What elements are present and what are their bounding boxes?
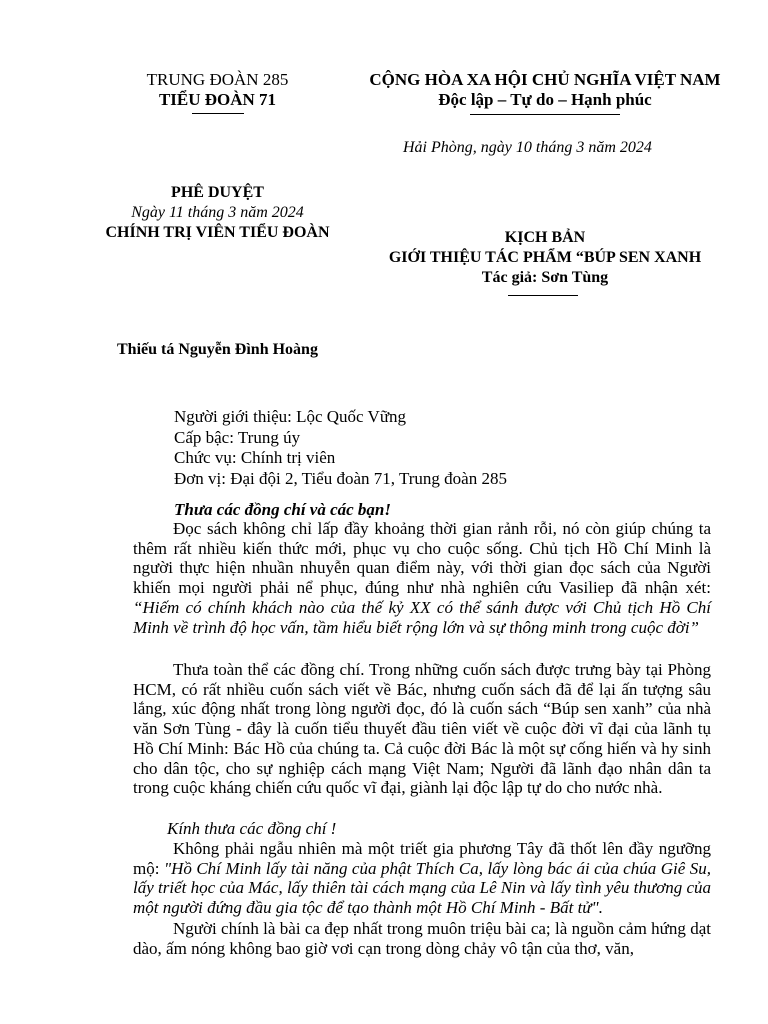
presenter-rank: Cấp bậc: Trung úy <box>174 427 301 447</box>
header-right <box>345 70 745 110</box>
greeting: Thưa các đồng chí và các bạn! <box>174 500 391 519</box>
script-title-block <box>340 228 750 288</box>
approval-signer: Thiếu tá Nguyễn Đình Hoàng <box>117 341 318 358</box>
paragraph-1 <box>133 519 711 637</box>
philosopher-quote: "Hồ Chí Minh lấy tài năng của phật Thích Ca, lấy lòng bác ái của chúa Giê Su, lấy triết học của Mác, lấy thiên tài cách mạng của Lê Nin và lấy tình yêu thương của một người đứng đầu gia tộc để tạo thành một Hồ Chí Minh - Bất tử". <box>133 858 711 918</box>
presenter-role: Chức vụ: Chính trị viên <box>174 448 336 467</box>
greeting-2: Kính thưa các đồng chí ! <box>167 819 337 838</box>
vasiliep-quote: “Hiếm có chính khách nào của thế kỷ XX có thể sánh được với Chủ tịch Hồ Chí Minh về trình độ học vấn, tầm hiểu biết rộng lớn và sự thông minh trong cuộc đời” <box>133 597 711 637</box>
paragraph-1-text: Đọc sách không chỉ lấp đầy khoảng thời gian rảnh rỗi, nó còn giúp chúng ta thêm rất nhiều kiến thức mới, phục vụ cho cuộc sống. Chủ tịch Hồ Chí Minh là người thực hiện nhuần nhuyễn quan điểm này, với thời gian đọc sách của Người khiến mọi người phải nể phục, đúng như nhà nghiên cứu Vasiliep đã nhận xét: <box>133 519 711 598</box>
paragraph-2 <box>133 660 711 798</box>
approval-position: CHÍNH TRỊ VIÊN TIỂU ĐOÀN <box>105 224 330 241</box>
republic-name: CỘNG HÒA XA HỘI CHỦ NGHĨA VIỆT NAM <box>369 70 721 89</box>
approval-block <box>85 183 350 243</box>
header-right-underline <box>470 114 620 115</box>
presenter-unit: Đơn vị: Đại đội 2, Tiểu đoàn 71, Trung đoàn 285 <box>174 468 507 488</box>
header-left <box>100 70 335 110</box>
paragraph-4 <box>133 919 711 958</box>
approval-date: Ngày 11 tháng 3 năm 2024 <box>131 204 304 221</box>
header-left-underline <box>192 113 244 114</box>
script-author: Tác giả: Sơn Tùng <box>481 269 609 286</box>
paragraph-4-text: Người chính là bài ca đẹp nhất trong muôn triệu bài ca; là nguồn cảm hứng dạt dào, ấm nóng không bao giờ vơi cạn trong dòng chảy vô tận của thơ, văn, <box>133 919 711 958</box>
approval-title: PHÊ DUYỆT <box>171 184 264 201</box>
place-date: Hải Phòng, ngày 10 tháng 3 năm 2024 <box>403 139 652 156</box>
paragraph-2-text: Thưa toàn thể các đồng chí. Trong những cuốn sách được trưng bày tại Phòng HCM, có rất nhiều cuốn sách viết về Bác, nhưng cuốn sách đã để lại ấn tượng sâu lắng, xúc động nhất trong lòng người đọc, đó là cuốn sách “Búp sen xanh” của nhà văn Sơn Tùng - đây là cuốn tiểu thuyết đầu tiên viết về cuộc đời vĩ đại của lãnh tụ Hồ Chí Minh: Bác Hồ của chúng ta. Cả cuộc đời Bác là một sự cống hiến và hy sinh cho dân tộc, cho sự nghiệp cách mạng Việt Nam; Người đã lãnh đạo nhân dân ta trong cuộc kháng chiến cứu quốc vĩ đại, giành lại độc lập tự do cho nước nhà. <box>133 660 711 798</box>
presenter-name: Người giới thiệu: Lộc Quốc Vững <box>174 407 407 426</box>
script-title: KỊCH BẢN <box>504 229 586 246</box>
battalion-name: TIỂU ĐOÀN 71 <box>158 90 277 109</box>
paragraph-3 <box>133 839 711 918</box>
script-subtitle: GIỚI THIỆU TÁC PHẨM “BÚP SEN XANH <box>388 249 702 266</box>
paragraph-3-text: Không phải ngẫu nhiên mà một triết gia phương Tây đã thốt lên đầy ngưỡng mộ: <box>133 839 711 878</box>
author-underline <box>508 295 578 296</box>
national-motto: Độc lập – Tự do – Hạnh phúc <box>438 90 652 109</box>
presenter-info <box>174 407 507 489</box>
regiment-name: TRUNG ĐOÀN 285 <box>146 70 289 89</box>
